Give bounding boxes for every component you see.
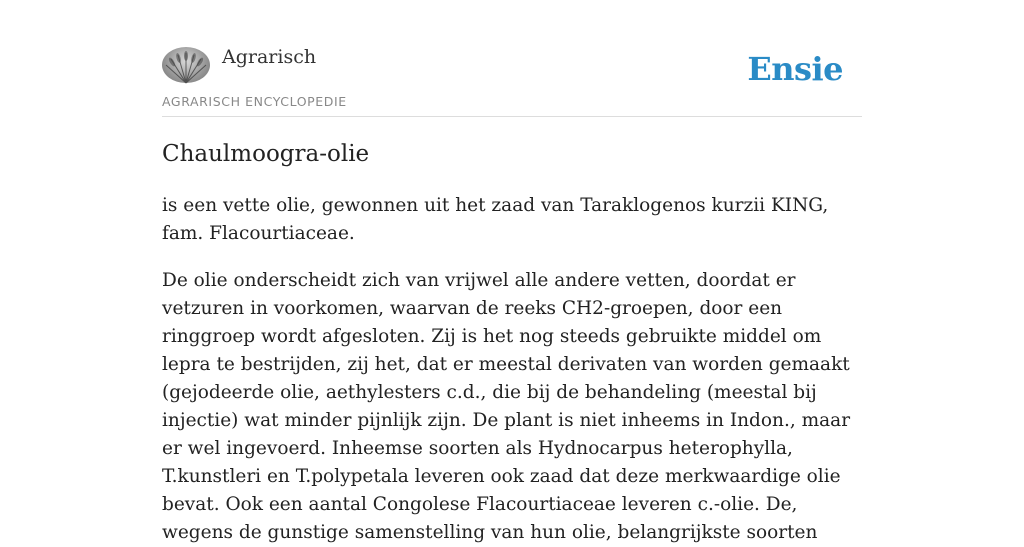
article-paragraph: is een vette olie, gewonnen uit het zaad van Taraklogenos kurzii KING, fam. Flacourtiaceae. (162, 195, 829, 244)
site-header (162, 44, 862, 117)
article (162, 138, 862, 547)
wheat-sheaf-icon[interactable] (162, 47, 210, 83)
brand-logo-link[interactable]: Ensie (747, 50, 843, 88)
article-paragraph: De olie onderscheidt zich van vrijwel alle andere vetten, doordat er vetzuren in voorkomen, waarvan de reeks CH2-groepen, door een ringgroep wordt afgesloten. Zij is het nog steeds gebruikte middel om lepra te bestrijden, zij het, dat er meestal derivaten van worden gemaakt (gejodeerde olie, aethylesters c.d., die bij de behandeling (meestal bij injectie) wat minder pijnlijk zijn. De plant is niet inheems in Indon., maar er wel ingevoerd. Inheemse soorten als Hydnocarpus heterophylla, T.kunstleri en T.polypetala leveren ook zaad dat deze merkwaardige olie bevat. Ook een aantal Congolese Flacourtiaceae leveren c.-olie. De, wegens de gunstige samenstelling van hun olie, belangrijkste soorten (162, 270, 851, 543)
site-name-link[interactable]: Agrarisch (222, 46, 317, 68)
article-title: Chaulmoogra-olie (162, 141, 370, 167)
site-subtitle: AGRARISCH ENCYCLOPEDIE (162, 94, 347, 109)
